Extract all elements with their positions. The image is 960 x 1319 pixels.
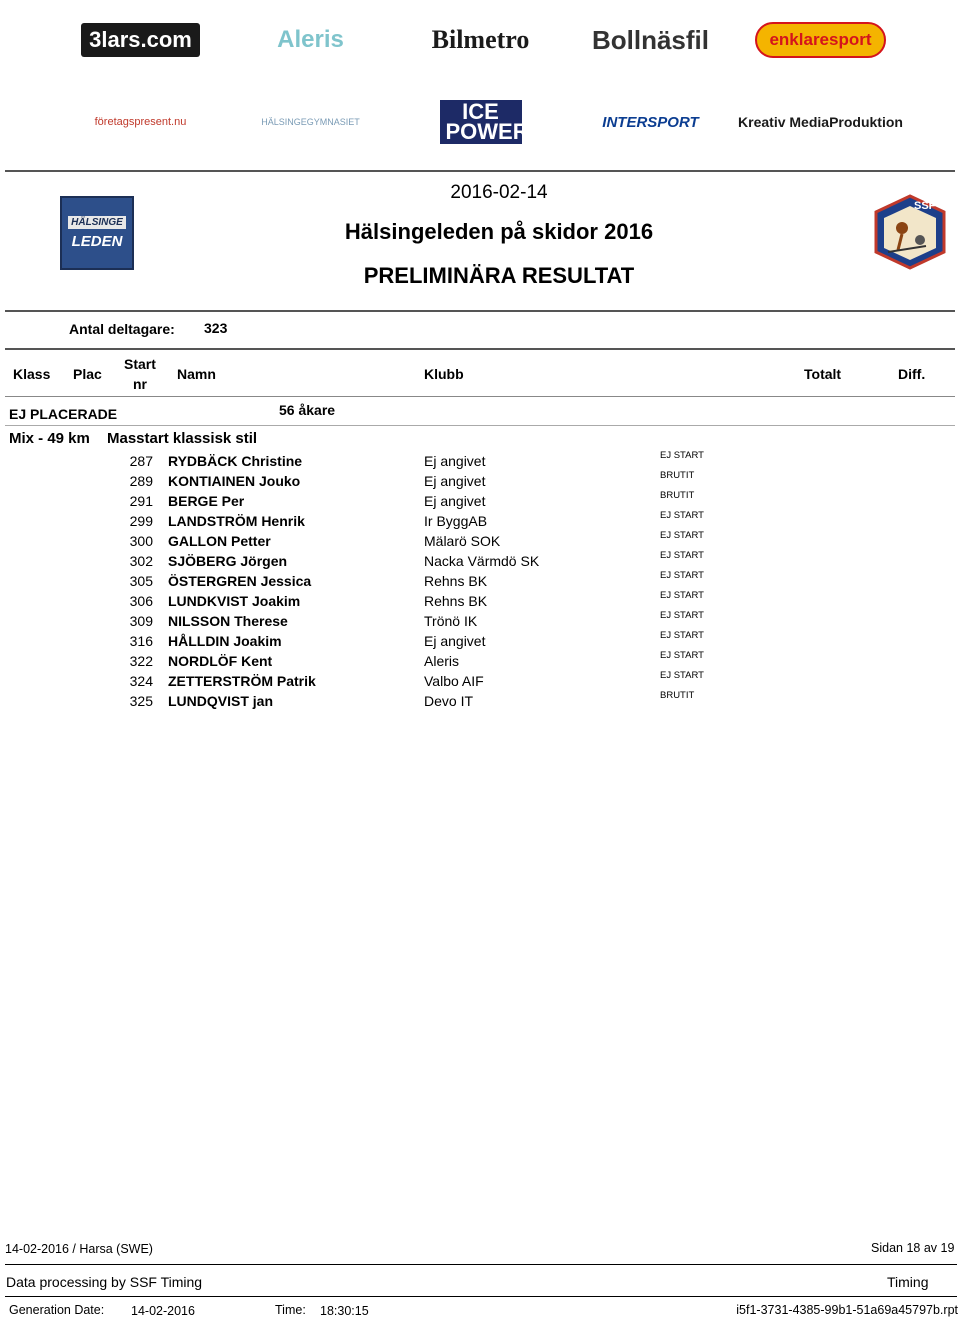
sponsor-logo-bollnasfil: Bollnäsfil: [591, 24, 709, 55]
footer-date-place: 14-02-2016 / Harsa (SWE): [5, 1242, 153, 1256]
footer-gen-date: 14-02-2016: [131, 1304, 195, 1318]
row-start-nr: 289: [129, 473, 153, 489]
row-status: EJ START: [660, 670, 704, 681]
row-club: Trönö IK: [424, 613, 478, 629]
sponsor-logo-kreativ: Kreativ MediaProduktion: [738, 114, 903, 130]
row-status: EJ START: [660, 590, 704, 601]
participants-count: 323: [204, 320, 228, 336]
table-row: [0, 570, 960, 593]
table-row: [0, 530, 960, 553]
footer-divider-1: [5, 1264, 957, 1265]
footer-processing: Data processing by SSF Timing: [6, 1274, 203, 1290]
col-plac: Plac: [73, 366, 102, 382]
row-club: Ej angivet: [424, 453, 486, 469]
row-name: NILSSON Therese: [168, 613, 288, 629]
section-count: 56 åkare: [279, 402, 336, 418]
event-date: 2016-02-14: [450, 182, 548, 203]
row-status: EJ START: [660, 610, 704, 621]
class-name: Mix - 49 km: [9, 430, 90, 447]
col-totalt: Totalt: [804, 366, 842, 382]
footer-report-file-name: i5f1-3731-4385-99b1-51a69a45797b.rpt: [736, 1303, 958, 1317]
table-row: [0, 470, 960, 493]
row-name: BERGE Per: [168, 493, 245, 509]
table-row: [0, 450, 960, 473]
sponsor-logo-halsingegymnasiet: HÄLSINGEGYMNASIET: [261, 117, 360, 127]
row-club: Rehns BK: [424, 573, 488, 589]
row-name: NORDLÖF Kent: [168, 653, 273, 669]
table-row: [0, 690, 960, 713]
row-status: EJ START: [660, 630, 704, 641]
footer-report-file: [728, 1303, 958, 1317]
row-start-nr: 287: [129, 453, 153, 469]
footer-time-value: 18:30:15: [320, 1304, 369, 1318]
table-row: [0, 630, 960, 653]
table-row: [0, 490, 960, 513]
ssf-logo: SSF: [872, 194, 948, 270]
row-start-nr: 305: [129, 573, 153, 589]
col-klass: Klass: [13, 366, 51, 382]
col-start: Start: [124, 356, 156, 372]
banner-divider: [5, 170, 955, 172]
row-start-nr: 325: [129, 693, 153, 709]
table-row: [0, 670, 960, 693]
col-nr: nr: [133, 376, 147, 392]
row-start-nr: 322: [129, 653, 153, 669]
row-status: EJ START: [660, 650, 704, 661]
row-name: GALLON Petter: [168, 533, 271, 549]
section-title: EJ PLACERADE: [9, 406, 118, 422]
footer-page-number: Sidan 18 av 19: [871, 1241, 955, 1255]
row-name: KONTIAINEN Jouko: [168, 473, 301, 489]
footer-gen-label: Generation Date:: [9, 1303, 105, 1317]
row-name: HÅLLDIN Joakim: [168, 633, 282, 649]
row-status: EJ START: [660, 450, 704, 461]
row-status: EJ START: [660, 530, 704, 541]
row-start-nr: 324: [129, 673, 153, 689]
row-club: Rehns BK: [424, 593, 488, 609]
row-club: Ej angivet: [424, 473, 486, 489]
row-name: LANDSTRÖM Henrik: [168, 513, 305, 529]
sponsor-logo-enklaresport: enklaresport: [738, 4, 903, 76]
row-name: SJÖBERG Jörgen: [168, 553, 288, 569]
row-club: Ej angivet: [424, 633, 486, 649]
row-start-nr: 316: [129, 633, 153, 649]
row-club: Mälarö SOK: [424, 533, 501, 549]
sponsor-logo-aleris: Aleris: [277, 26, 344, 53]
row-club: Valbo AIF: [424, 673, 484, 689]
row-club: Ir ByggAB: [424, 513, 488, 529]
row-club: Ej angivet: [424, 493, 486, 509]
sponsor-logo-foretagspresent: företagspresent.nu: [94, 116, 187, 128]
row-start-nr: 302: [129, 553, 153, 569]
row-name: RYDBÄCK Christine: [168, 453, 303, 469]
row-club: Devo IT: [424, 693, 474, 709]
row-status: BRUTIT: [660, 690, 695, 701]
row-start-nr: 299: [129, 513, 153, 529]
event-title: Hälsingeleden på skidor 2016: [344, 219, 654, 244]
sponsor-logo-3lars: 3lars.com: [58, 4, 223, 76]
row-club: Nacka Värmdö SK: [424, 553, 540, 569]
col-namn: Namn: [177, 366, 216, 382]
row-name: ÖSTERGREN Jessica: [168, 573, 312, 589]
row-start-nr: 300: [129, 533, 153, 549]
page-title: PRELIMINÄRA RESULTAT: [363, 263, 635, 288]
row-club: Aleris: [424, 653, 460, 669]
row-start-nr: 291: [129, 493, 153, 509]
col-diff: Diff.: [898, 366, 926, 382]
table-row: [0, 650, 960, 673]
footer-timing: Timing: [887, 1274, 929, 1290]
participants-label: Antal deltagare:: [69, 321, 175, 337]
sponsor-logo-bilmetro: Bilmetro: [431, 25, 530, 54]
row-status: EJ START: [660, 570, 704, 581]
header-divider: [5, 310, 955, 312]
row-name: ZETTERSTRÖM Patrik: [168, 673, 316, 689]
row-status: BRUTIT: [660, 470, 695, 481]
footer-divider-2: [5, 1296, 957, 1297]
row-status: EJ START: [660, 510, 704, 521]
columns-top-divider: [5, 348, 955, 350]
footer-time-label: Time:: [275, 1303, 306, 1317]
row-name: LUNDQVIST jan: [168, 693, 274, 709]
section-divider: [5, 425, 955, 426]
sponsor-logo-icepower: ICE POWER: [398, 86, 563, 158]
table-row: [0, 590, 960, 613]
sponsor-logo-intersport: INTERSPORT: [602, 113, 699, 131]
class-description: Masstart klassisk stil: [107, 430, 258, 447]
table-row: [0, 550, 960, 573]
table-row: [0, 510, 960, 533]
table-row: [0, 610, 960, 633]
halsingeleden-logo: HÄLSINGE LEDEN: [60, 196, 134, 270]
row-status: EJ START: [660, 550, 704, 561]
col-klubb: Klubb: [424, 366, 464, 382]
row-name: LUNDKVIST Joakim: [168, 593, 301, 609]
row-start-nr: 306: [129, 593, 153, 609]
row-start-nr: 309: [129, 613, 153, 629]
row-status: BRUTIT: [660, 490, 695, 501]
columns-bottom-divider: [5, 396, 955, 397]
